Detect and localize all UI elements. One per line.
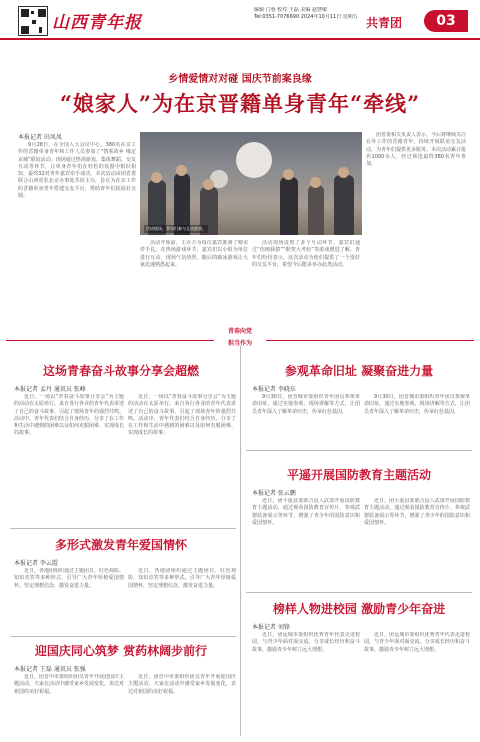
lead-column-2: 活动开始前，主办方为每位嘉宾准备了精美伴手礼。在热场游戏环节，嘉宾们以小组为单位进行互动，现场气氛热烈。随后的破冰游戏让大家迅速熟悉起来。 [140, 240, 248, 268]
article-byline-5: 本报记者 刘锋 [252, 624, 290, 631]
article-byline-4: 本报记者 李云霞 [14, 560, 58, 567]
article-body-3b: 近日，团平遥县委联合县人武部开展国防教育主题活动，通过观看国防教育宣传片、参观武器装备展示等环节，增强了青少年的国防意识和爱国情怀。 [364, 498, 470, 526]
rule [10, 636, 236, 637]
article-body-5a: 近日，团运城市委组织优秀青年代表走进校园，与青少年面对面交流，分享成长经历和奋斗故事，激励青少年树立远大理想。 [252, 632, 360, 653]
article-byline-2: 本报记者 李晓东 [252, 386, 296, 393]
article-title-5: 榜样人物进校园 激励青少年奋进 [272, 602, 446, 616]
photo-caption: 活动现场，青年们参与互动游戏。 [146, 226, 206, 231]
article-byline-3: 本报记者 张云鹏 [252, 490, 296, 497]
article-title-1: 这场青春奋斗故事分享会超燃 [42, 364, 199, 378]
qr-code-icon [18, 6, 48, 36]
meta-line-editors: 编辑 门蓉 校对 王磊 美编 赵慧敏 [254, 7, 327, 13]
article-body-1b: 近日，一场以“青春奋斗故事分享会”为主题的活动在太原举行。来自各行各业的青年代表讲述了自己的奋斗故事，引起了现场青年的强烈共鸣。活动中，青年代表们结合自身经历，分享了在工作和生活中遇到的困难以及如何克服困难、实现成长的故事。 [128, 394, 236, 437]
page-number: 03 [424, 10, 468, 32]
meta-line-contact: Tel:0351-7076690 2024年10月11日 星期五 [254, 14, 358, 20]
article-body-4a: 近日，各地团组织通过主题团日、红色观影、知识竞答等多种形式，引导广大青年厚植爱国情怀，坚定理想信念，激发奋进力量。 [14, 568, 124, 589]
article-byline-1: 本报记者 孟丹 通讯员 张峰 [14, 386, 86, 393]
lead-column-3: 活动现场设置了多个互动环节，嘉宾们通过“你画我猜”“默契大考验”等游戏增进了解。青年们纷纷表示，这次活动为他们提供了一个很好的交友平台，希望今后能多举办此类活动。 [252, 240, 360, 268]
rule [246, 450, 472, 451]
lead-photo [140, 132, 362, 235]
article-body-1a: 近日，一场以“青春奋斗故事分享会”为主题的活动在太原举行。来自各行各业的青年代表讲述了自己的奋斗故事，引起了现场青年的强烈共鸣。活动中，青年代表们结合自身经历，分享了在工作和生活中遇到的困难以及如何克服困难、实现成长的故事。 [14, 394, 124, 437]
lead-headline: “娘家人”为在京晋籍单身青年“牵线” [59, 91, 421, 116]
lead-column-4: 团省委相关负责人表示，今后将继续关注在外工作的晋籍青年，持续开展联谊交友活动，为青年们提供更多服务。本次活动累计报名1000余人，经过筛选最终380名青年参加。 [366, 132, 466, 168]
rule [10, 528, 236, 529]
article-title-3: 平遥开展国防教育主题活动 [286, 468, 431, 482]
lead-column-1: 9月28日，在全国人大会议中心，380名在京工作的晋籍单身青年和工作人员参加了“情系故乡 缘定京城”联谊活动。现场通过热场游戏、集体舞蹈、交友互动等环节，让单身青年们在轻松的氛围中相识相知，最终32对青年嘉宾牵手成功。本次活动由团省委联合山西省驻北京办事处共同主办，旨在为在京工作的晋籍单身青年搭建交友平台，帮助青年们拓展社交圈。 [18, 142, 136, 200]
article-body-6b: 近日，团晋中市委组织团员青年开展迎国庆主题活动，大家在活动中感受家乡发展变化，表达对祖国的美好祝福。 [128, 674, 236, 695]
article-title-4: 多形式激发青年爱国情怀 [54, 538, 187, 552]
article-title-6: 迎国庆同心筑梦 赏药林阔步前行 [34, 644, 208, 658]
article-byline-6: 本报记者 王磊 通讯员 张强 [14, 666, 86, 673]
article-body-4b: 近日，各地团组织通过主题团日、红色观影、知识竞答等多种形式，引导广大青年厚植爱国情怀，坚定理想信念，激发奋进力量。 [128, 568, 236, 589]
rule [246, 592, 472, 593]
lead-byline: 本报记者 田凤凤 [18, 134, 62, 141]
banner-line-1: 青春向党 [227, 328, 252, 335]
article-title-2: 参观革命旧址 凝聚奋进力量 [284, 364, 434, 378]
article-body-2b: 9月30日，团晋城市委组织青年团员参观革命旧址，通过实地参观、现场讲解等方式，让团员青年深入了解革命历史，传承红色基因。 [364, 394, 470, 415]
article-body-6a: 近日，团晋中市委组织团员青年开展迎国庆主题活动，大家在活动中感受家乡发展变化，表达对祖国的美好祝福。 [14, 674, 124, 695]
newspaper-logo: 山西青年报 [52, 13, 142, 33]
article-body-5b: 近日，团运城市委组织优秀青年代表走进校园，与青少年面对面交流，分享成长经历和奋斗故事，激励青少年树立远大理想。 [364, 632, 470, 653]
masthead [0, 0, 480, 40]
article-body-2a: 9月30日，团晋城市委组织青年团员参观革命旧址，通过实地参观、现场讲解等方式，让团员青年深入了解革命历史，传承红色基因。 [252, 394, 360, 415]
masthead-meta [254, 7, 384, 21]
lead-kicker: 乡情爱情对对碰 国庆节前案良缘 [168, 74, 312, 85]
column-divider [240, 346, 241, 736]
section-name: 共青团 [366, 16, 403, 30]
article-body-3a: 近日，团平遥县委联合县人武部开展国防教育主题活动，通过观看国防教育宣传片、参观武器装备展示等环节，增强了青少年的国防意识和爱国情怀。 [252, 498, 360, 526]
banner-line-2: 担当作为 [227, 340, 252, 347]
